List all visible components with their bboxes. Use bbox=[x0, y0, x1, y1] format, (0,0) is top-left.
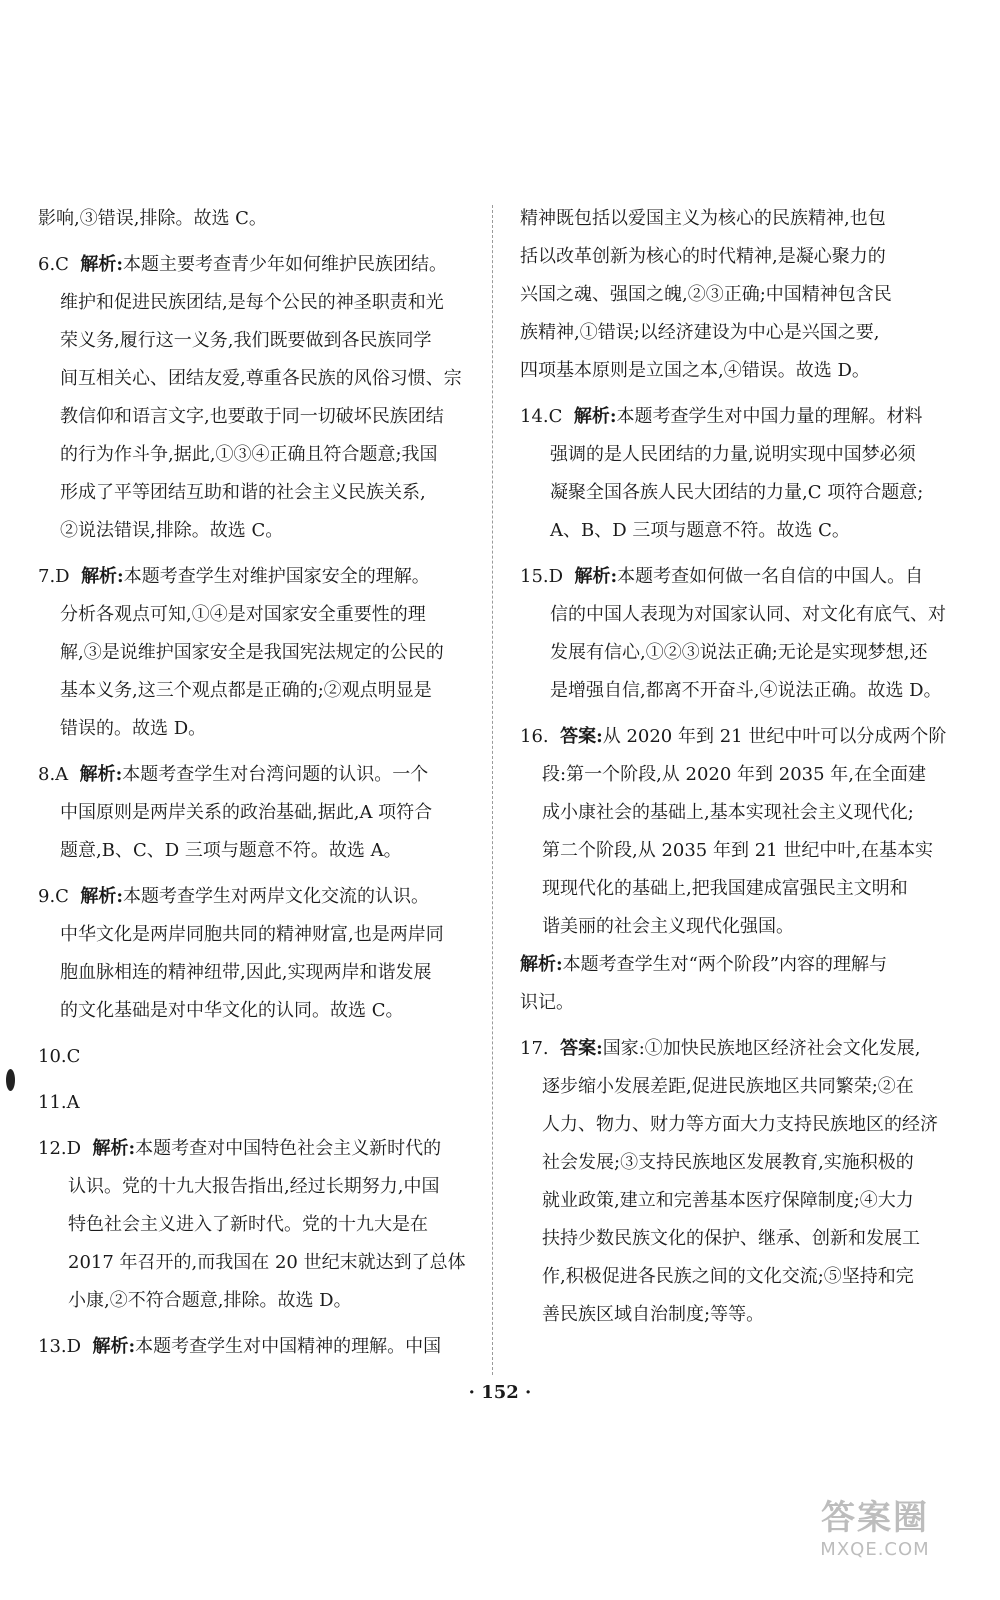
text-line bbox=[38, 672, 466, 710]
question-number: 16. bbox=[520, 726, 561, 747]
question-number: 14.C bbox=[520, 406, 574, 427]
line-text: 分析各观点可知,①④是对国家安全重要性的理 bbox=[60, 604, 426, 625]
text-line bbox=[520, 200, 960, 238]
line-text: A、B、D 三项与题意不符。故选 C。 bbox=[550, 520, 850, 541]
text-line bbox=[520, 1296, 960, 1334]
line-text: 人力、物力、财力等方面大力支持民族地区的经济 bbox=[542, 1114, 938, 1135]
text-line bbox=[520, 314, 960, 352]
text-line bbox=[38, 322, 466, 360]
answer-label: 解析: bbox=[573, 406, 617, 427]
left-item bbox=[38, 1084, 466, 1122]
line-text: 胞血脉相连的精神纽带,因此,实现两岸和谐发展 bbox=[60, 962, 432, 983]
line-text: 发展有信心,①②③说法正确;无论是实现梦想,还 bbox=[550, 642, 928, 663]
question-number: 9.C bbox=[38, 886, 81, 907]
text-line bbox=[38, 558, 466, 596]
text-line bbox=[520, 596, 960, 634]
line-text: 第二个阶段,从 2035 年到 21 世纪中叶,在基本实 bbox=[542, 840, 934, 861]
right-item bbox=[520, 718, 960, 1022]
line-text: 基本义务,这三个观点都是正确的;②观点明显是 bbox=[60, 680, 432, 701]
text-line bbox=[520, 1220, 960, 1258]
text-line bbox=[38, 596, 466, 634]
text-line bbox=[38, 954, 466, 992]
text-line bbox=[520, 1258, 960, 1296]
line-text: 国家:①加快民族地区经济社会文化发展, bbox=[602, 1038, 921, 1059]
page-number: · 152 · bbox=[468, 1382, 532, 1403]
answer-label: 解析: bbox=[80, 886, 124, 907]
line-text: 从 2020 年到 21 世纪中叶可以分成两个阶 bbox=[602, 726, 947, 747]
text-line bbox=[520, 634, 960, 672]
line-text: 本题考查对中国特色社会主义新时代的 bbox=[135, 1138, 442, 1159]
text-line bbox=[38, 634, 466, 672]
line-text: 就业政策,建立和完善基本医疗保障制度;④大力 bbox=[542, 1190, 914, 1211]
text-line bbox=[38, 710, 466, 748]
line-text: 谐美丽的社会主义现代化强国。 bbox=[542, 916, 794, 937]
text-line bbox=[520, 718, 960, 756]
left-item bbox=[38, 1328, 466, 1366]
line-text: 间互相关心、团结友爱,尊重各民族的风俗习惯、宗 bbox=[60, 368, 462, 389]
line-text: 逐步缩小发展差距,促进民族地区共同繁荣;②在 bbox=[542, 1076, 914, 1097]
text-line bbox=[38, 512, 466, 550]
text-line bbox=[520, 946, 960, 984]
text-line bbox=[38, 200, 466, 238]
answer-label: 答案: bbox=[560, 1038, 603, 1059]
answer-label: 答案: bbox=[560, 726, 603, 747]
text-line bbox=[38, 246, 466, 284]
line-text: 兴国之魂、强国之魄,②③正确;中国精神包含民 bbox=[520, 284, 892, 305]
line-text: 作,积极促进各民族之间的文化交流;⑤坚持和完 bbox=[542, 1266, 914, 1287]
text-line bbox=[520, 1182, 960, 1220]
question-number: 10.C bbox=[38, 1046, 81, 1067]
question-number: 6.C bbox=[38, 254, 81, 275]
text-line bbox=[520, 474, 960, 512]
left-item bbox=[38, 558, 466, 748]
text-line bbox=[520, 832, 960, 870]
line-text: 荣义务,履行这一义务,我们既要做到各民族同学 bbox=[60, 330, 432, 351]
text-line bbox=[520, 984, 960, 1022]
answer-label: 解析: bbox=[79, 764, 123, 785]
right-item bbox=[520, 200, 960, 390]
line-text: 本题考查学生对维护国家安全的理解。 bbox=[123, 566, 430, 587]
text-line bbox=[520, 276, 960, 314]
right-column bbox=[520, 200, 960, 1342]
text-line bbox=[38, 360, 466, 398]
ink-mark bbox=[6, 1069, 15, 1091]
line-text: 是增强自信,都离不开奋斗,④说法正确。故选 D。 bbox=[550, 680, 942, 701]
text-line bbox=[38, 474, 466, 512]
answer-label: 解析: bbox=[81, 566, 124, 587]
left-column bbox=[38, 200, 466, 1374]
question-number: 12.D bbox=[38, 1138, 93, 1159]
line-text: 本题考查学生对“两个阶段”内容的理解与 bbox=[562, 954, 888, 975]
line-text: 解,③是说维护国家安全是我国宪法规定的公民的 bbox=[60, 642, 444, 663]
question-number: 17. bbox=[520, 1038, 561, 1059]
line-text: 凝聚全国各族人民大团结的力量,C 项符合题意; bbox=[550, 482, 924, 503]
text-line bbox=[38, 1244, 466, 1282]
text-line bbox=[38, 1168, 466, 1206]
text-line bbox=[520, 1030, 960, 1068]
line-text: 段:第一个阶段,从 2020 年到 2035 年,在全面建 bbox=[542, 764, 927, 785]
answer-label: 解析: bbox=[80, 254, 124, 275]
line-text: 括以改革创新为核心的时代精神,是凝心聚力的 bbox=[520, 246, 886, 267]
text-line bbox=[520, 908, 960, 946]
text-line bbox=[38, 1130, 466, 1168]
left-item bbox=[38, 1130, 466, 1320]
line-text: 本题考查学生对中国精神的理解。中国 bbox=[135, 1336, 442, 1357]
line-text: 影响,③错误,排除。故选 C。 bbox=[38, 208, 267, 229]
line-text: 成小康社会的基础上,基本实现社会主义现代化; bbox=[542, 802, 914, 823]
left-item bbox=[38, 878, 466, 1030]
column-divider bbox=[492, 205, 493, 1375]
answer-label: 解析: bbox=[92, 1336, 136, 1357]
line-text: 现现代化的基础上,把我国建成富强民主文明和 bbox=[542, 878, 908, 899]
text-line bbox=[38, 756, 466, 794]
line-text: 扶持少数民族文化的保护、继承、创新和发展工 bbox=[542, 1228, 920, 1249]
line-text: 形成了平等团结互助和谐的社会主义民族关系, bbox=[60, 482, 426, 503]
line-text: 教信仰和语言文字,也要敢于同一切破坏民族团结 bbox=[60, 406, 444, 427]
text-line bbox=[520, 512, 960, 550]
page-number-value: 152 bbox=[481, 1382, 519, 1403]
line-text: 信的中国人表现为对国家认同、对文化有底气、对 bbox=[550, 604, 946, 625]
text-line bbox=[38, 794, 466, 832]
line-text: ②说法错误,排除。故选 C。 bbox=[60, 520, 284, 541]
watermark-url: MXQE.COM bbox=[820, 1539, 930, 1560]
right-item bbox=[520, 1030, 960, 1334]
line-text: 本题考查学生对两岸文化交流的认识。 bbox=[123, 886, 430, 907]
text-line bbox=[520, 870, 960, 908]
left-item bbox=[38, 1038, 466, 1076]
line-text: 本题主要考查青少年如何维护民族团结。 bbox=[123, 254, 448, 275]
text-line bbox=[520, 1144, 960, 1182]
text-line bbox=[520, 436, 960, 474]
text-line bbox=[38, 1206, 466, 1244]
text-line bbox=[38, 1328, 466, 1366]
line-text: 中国原则是两岸关系的政治基础,据此,A 项符合 bbox=[60, 802, 433, 823]
text-line bbox=[38, 1038, 466, 1076]
left-item bbox=[38, 200, 466, 238]
text-line bbox=[520, 1068, 960, 1106]
line-text: 的行为作斗争,据此,①③④正确且符合题意;我国 bbox=[60, 444, 438, 465]
left-item bbox=[38, 246, 466, 550]
right-item bbox=[520, 398, 960, 550]
line-text: 的文化基础是对中华文化的认同。故选 C。 bbox=[60, 1000, 404, 1021]
line-text: 错误的。故选 D。 bbox=[60, 718, 207, 739]
line-text: 本题考查学生对中国力量的理解。材料 bbox=[616, 406, 923, 427]
analysis-label: 解析: bbox=[520, 954, 563, 975]
text-line bbox=[520, 1106, 960, 1144]
line-text: 小康,②不符合题意,排除。故选 D。 bbox=[68, 1290, 352, 1311]
text-line bbox=[38, 1282, 466, 1320]
right-item bbox=[520, 558, 960, 710]
line-text: 强调的是人民团结的力量,说明实现中国梦必须 bbox=[550, 444, 916, 465]
text-line bbox=[520, 238, 960, 276]
line-text: 题意,B、C、D 三项与题意不符。故选 A。 bbox=[60, 840, 402, 861]
left-item bbox=[38, 756, 466, 870]
answer-label: 解析: bbox=[92, 1138, 136, 1159]
question-number: 15.D bbox=[520, 566, 575, 587]
text-line bbox=[520, 756, 960, 794]
line-text: 中华文化是两岸同胞共同的精神财富,也是两岸同 bbox=[60, 924, 444, 945]
line-text: 识记。 bbox=[520, 992, 574, 1013]
question-number: 7.D bbox=[38, 566, 82, 587]
line-text: 2017 年召开的,而我国在 20 世纪末就达到了总体 bbox=[68, 1252, 466, 1273]
answer-label: 解析: bbox=[574, 566, 618, 587]
question-number: 8.A bbox=[38, 764, 80, 785]
text-line bbox=[38, 992, 466, 1030]
line-text: 善民族区域自治制度;等等。 bbox=[542, 1304, 765, 1325]
text-line bbox=[38, 284, 466, 322]
question-number: 13.D bbox=[38, 1336, 93, 1357]
line-text: 本题考查学生对台湾问题的认识。一个 bbox=[122, 764, 429, 785]
line-text: 本题考查如何做一名自信的中国人。自 bbox=[617, 566, 924, 587]
text-line bbox=[38, 436, 466, 474]
question-number: 11.A bbox=[38, 1092, 80, 1113]
text-line bbox=[38, 916, 466, 954]
line-text: 认识。党的十九大报告指出,经过长期努力,中国 bbox=[68, 1176, 440, 1197]
text-line bbox=[38, 398, 466, 436]
text-line bbox=[38, 1084, 466, 1122]
text-line bbox=[38, 878, 466, 916]
text-line bbox=[520, 558, 960, 596]
line-text: 特色社会主义进入了新时代。党的十九大是在 bbox=[68, 1214, 428, 1235]
line-text: 社会发展;③支持民族地区发展教育,实施积极的 bbox=[542, 1152, 914, 1173]
line-text: 精神既包括以爱国主义为核心的民族精神,也包 bbox=[520, 208, 886, 229]
text-line bbox=[520, 794, 960, 832]
watermark-title: 答案圈 bbox=[821, 1498, 929, 1538]
line-text: 族精神,①错误;以经济建设为中心是兴国之要, bbox=[520, 322, 880, 343]
text-line bbox=[520, 352, 960, 390]
watermark-logo bbox=[780, 1490, 970, 1570]
text-line bbox=[38, 832, 466, 870]
line-text: 维护和促进民族团结,是每个公民的神圣职责和光 bbox=[60, 292, 444, 313]
text-line bbox=[520, 398, 960, 436]
line-text: 四项基本原则是立国之本,④错误。故选 D。 bbox=[520, 360, 870, 381]
text-line bbox=[520, 672, 960, 710]
